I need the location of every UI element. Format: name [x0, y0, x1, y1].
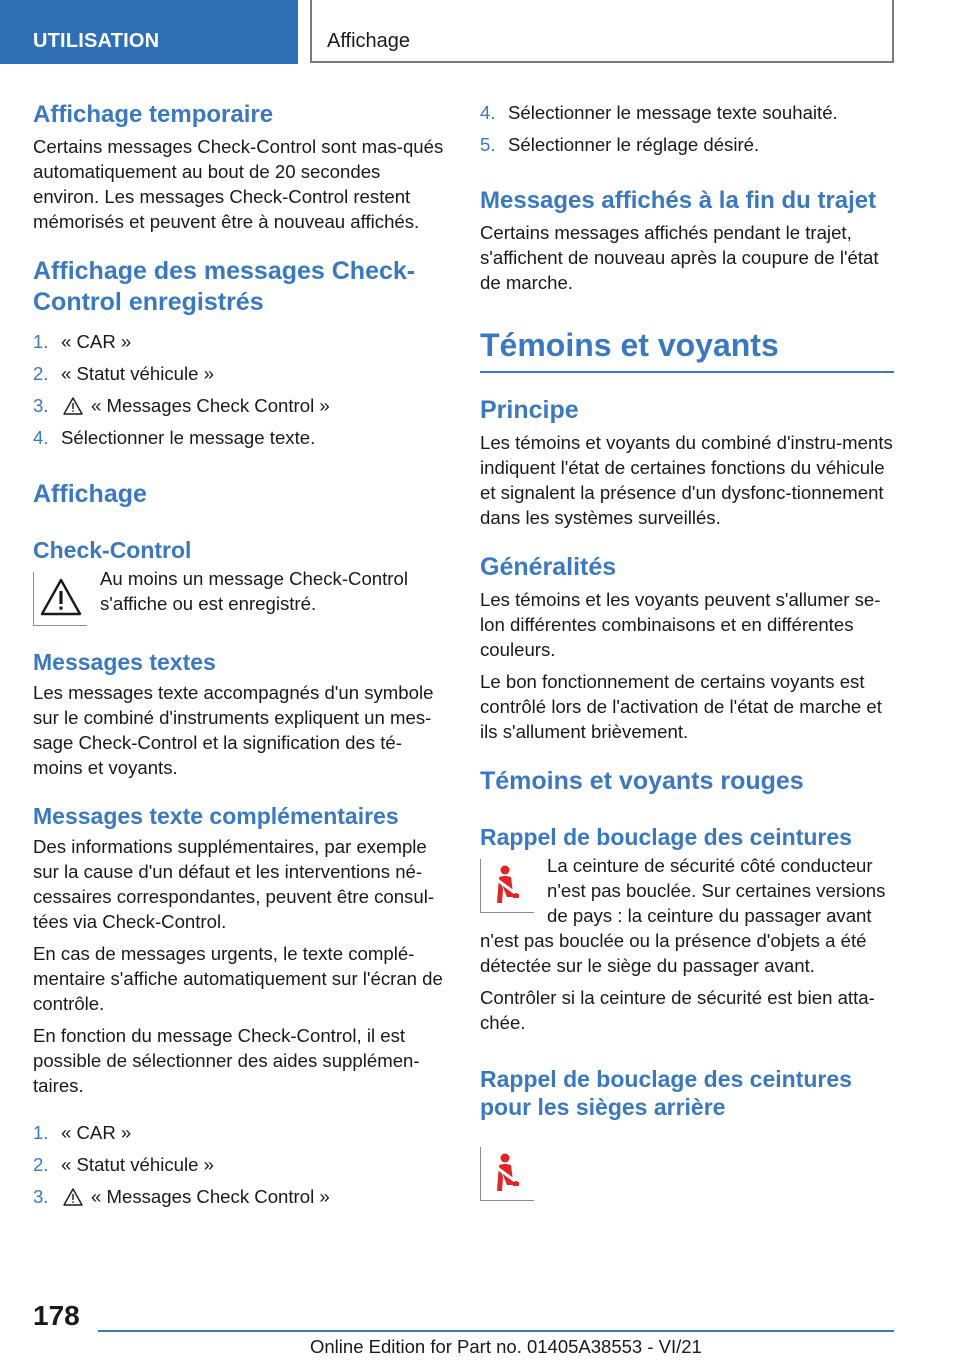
chapter-tab	[310, 0, 894, 63]
heading-stored-messages: Affichage des messages Check-Control enregistrés	[33, 257, 416, 316]
warning-triangle-icon	[38, 576, 84, 618]
warning-triangle-icon	[63, 1188, 83, 1206]
paragraph-principle: Les témoins et voyants du combiné d'instru-ments indiquent l'état de certaines fonctions du véhicule et signalent la présence d'un dysfonc-tionnement dans les systèmes surveillés.	[480, 432, 893, 528]
list-item: 1. « CAR »	[33, 1122, 132, 1143]
heading-text-messages: Messages textes	[33, 649, 216, 675]
section-title: UTILISATION	[33, 30, 160, 52]
rear-belt-icon-box	[480, 1147, 534, 1201]
page-number: 178	[33, 1300, 80, 1331]
section-tab	[0, 0, 298, 64]
heading-indicator-lights: Témoins et voyants	[480, 327, 779, 363]
belt-icon-box	[480, 859, 534, 913]
steps-list-2	[33, 1120, 445, 1209]
paragraph-supplementary-1: Des informations supplémentaires, par exemple sur la cause d'un défaut et les interventions né-cessaires correspondantes, peuvent être consul-tées via Check-Control.	[33, 836, 435, 932]
belt-reminder-note	[480, 855, 894, 928]
heading-end-of-trip: Messages affichés à la fin du trajet	[480, 187, 877, 214]
list-item: 2. « Statut véhicule »	[33, 1154, 214, 1175]
list-item: 1. « CAR »	[33, 331, 132, 352]
seatbelt-warning-icon	[485, 1151, 531, 1197]
heading-supplementary-messages: Messages texte complémentaires	[33, 803, 399, 829]
steps-list-1	[33, 329, 445, 450]
seatbelt-warning-icon	[485, 863, 531, 909]
heading-rear-belt-reminder: Rappel de bouclage des ceintures pour les sièges arrière	[480, 1066, 852, 1120]
list-item: 5. Sélectionner le réglage désiré.	[480, 134, 760, 155]
list-item: 2. « Statut véhicule »	[33, 363, 214, 384]
footer-rule	[98, 1330, 894, 1332]
list-item: 4. Sélectionner le message texte.	[33, 427, 316, 448]
steps-list-3	[480, 100, 894, 157]
paragraph-belt-1a: La ceinture de sécurité côté conducteur n'est pas bouclée. Sur certaines versions de pays : la ceinture du passager avant	[547, 855, 886, 926]
paragraph-general-1: Les témoins et les voyants peuvent s'allumer se-lon différentes combinaisons et en différentes couleurs.	[480, 589, 881, 660]
heading-principle: Principe	[480, 396, 579, 424]
list-item: 3. « Messages Check Control »	[33, 1186, 330, 1207]
edition-text: Online Edition for Part no. 01405A38553 - VI/21	[310, 1336, 702, 1357]
paragraph-supplementary-3: En fonction du message Check-Control, il est possible de sélectionner des aides supplémen-taires.	[33, 1025, 420, 1096]
paragraph-check-control: Au moins un message Check-Control s'affiche ou est enregistré.	[100, 568, 408, 614]
heading-display: Affichage	[33, 480, 147, 508]
paragraph-supplementary-2: En cas de messages urgents, le texte complé-mentaire s'affiche automatiquement sur l'écran de contrôle.	[33, 943, 443, 1014]
paragraph-belt-2: Contrôler si la ceinture de sécurité est bien atta-chée.	[480, 987, 875, 1033]
paragraph-text-messages: Les messages texte accompagnés d'un symbole sur le combiné d'instruments expliquent un mes-sage Check-Control et la signification des té-moins et voyants.	[33, 682, 434, 778]
left-column	[33, 100, 445, 1216]
paragraph-belt-1b: n'est pas bouclée ou la présence d'objets a été détectée sur le siège du passager avant.	[480, 930, 867, 976]
list-item: 3. « Messages Check Control »	[33, 395, 330, 416]
heading-check-control: Check-Control	[33, 537, 192, 563]
heading-belt-reminder: Rappel de bouclage des ceintures	[480, 824, 852, 850]
paragraph-end-of-trip: Certains messages affichés pendant le trajet, s'affichent de nouveau après la coupure de l'état de marche.	[480, 222, 879, 293]
list-item: 4. Sélectionner le message texte souhaité.	[480, 102, 838, 123]
warning-triangle-icon	[63, 397, 83, 415]
warning-icon-box	[33, 572, 87, 626]
heading-red-lights: Témoins et voyants rouges	[480, 767, 804, 795]
check-control-note	[33, 568, 445, 626]
right-column	[480, 100, 894, 1201]
paragraph-general-2: Le bon fonctionnement de certains voyants est contrôlé lors de l'activation de l'état de marche et ils s'allument brièvement.	[480, 671, 882, 742]
chapter-title: Affichage	[327, 30, 411, 52]
heading-temporary-display: Affichage temporaire	[33, 101, 274, 128]
heading-general: Généralités	[480, 553, 617, 581]
paragraph-temporary-display: Certains messages Check-Control sont mas-qués automatiquement au bout de 20 secondes environ. Les messages Check-Control restent mémorisés et peuvent être à nouveau affichés.	[33, 136, 444, 232]
